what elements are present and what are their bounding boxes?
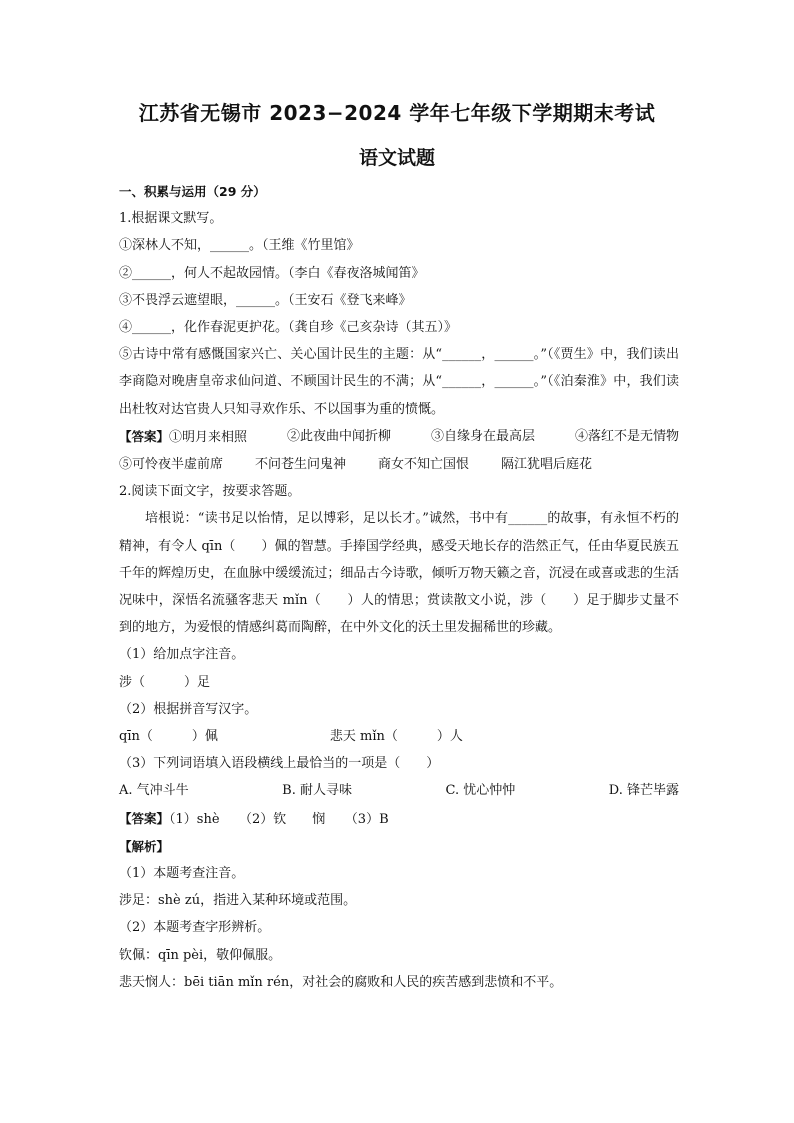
sub-question-item: 涉（ ）足 xyxy=(119,674,211,690)
sub-question-items xyxy=(119,723,679,750)
answer-row xyxy=(119,451,679,478)
answer-item: ①明月来相照 xyxy=(169,429,248,445)
answer-item: ⑤可怜夜半虚前席 xyxy=(119,457,224,473)
question-2-stem: 2.阅读下面文字，按要求答题。 xyxy=(119,484,301,500)
answer-item: ③自缘身在最高层 xyxy=(430,428,535,444)
answer-item: ②此夜曲中闻折柳 xyxy=(287,428,392,444)
question-1-stem: 1.根据课文默写。 xyxy=(119,211,223,227)
option-d: D. 锋芒毕露 xyxy=(608,783,679,799)
sub-question-item: 悲天 mǐn（ ）人 xyxy=(329,729,463,745)
answer-item: ④落红不是无情物 xyxy=(574,428,679,444)
analysis-line: 悲天悯人：bēi tiān mǐn rén，对社会的腐败和人民的疾苦感到悲愤和不平。 xyxy=(119,974,563,990)
answer-text: （1）shè （2）钦 悯 （3）B xyxy=(169,811,389,827)
exam-title: 江苏省无锡市 2023−2024 学年七年级下学期期末考试 xyxy=(138,101,656,125)
sub-question: （3）下列词语填入语段横线上最恰当的一项是（ ） xyxy=(119,756,440,772)
analysis-line: （2）本题考查字形辨析。 xyxy=(119,920,271,936)
answer-label: 【答案】 xyxy=(119,428,170,444)
question-1-item: ②______，何人不起故园情。（李白《春夜洛城闻笛》 xyxy=(119,265,425,281)
reading-passage: 培根说：“读书足以怡情，足以博彩，足以长才。”诚然，书中有______的故事，有永恒不朽的精神，有令人 qīn（ ）佩的智慧。手捧国学经典，感受天地长存的浩然正气，任由华夏民族五千年的辉煌历史，在血脉中缓缓流过；细品古今诗歌，倾听万物天籁之音，沉浸在或喜或悲的生活况味中，深悟名流骚客悲天 mǐn（ ）人的情思；赏读散文小说，涉（ ）足于脚步丈量不到的地方，为爱恨的情感纠葛而陶醉，在中外文化的沃土里发掘稀世的珍藏。 xyxy=(119,511,679,636)
question-1-item: ①深林人不知，______。（王维《竹里馆》 xyxy=(119,238,360,254)
answer-label: 【答案】 xyxy=(119,810,170,826)
answer-row xyxy=(119,423,679,451)
section-heading: 一、积累与运用（29 分） xyxy=(119,184,266,199)
question-1-item: ⑤古诗中常有感慨国家兴亡、关心国计民生的主题：从“______，______。”（《贾生》中，我们读出李商隐对晚唐皇帝求仙问道、不顾国计民生的不满；从“______，______。”（《泊秦淮》中，我们读出杜牧对达官贵人只知寻欢作乐、不以国事为重的愤慨。 xyxy=(119,347,679,417)
answer-item: 不问苍生问鬼神 xyxy=(255,457,347,473)
analysis-line: 涉足：shè zú，指进入某种环境或范围。 xyxy=(119,893,357,909)
sub-question-item: qīn（ ）佩 xyxy=(119,729,218,745)
question-1-item: ④______，化作春泥更护花。（龚自珍《己亥杂诗（其五）》 xyxy=(119,320,458,336)
question-1-item: ③不畏浮云遮望眼，______。（王安石《登飞来峰》 xyxy=(119,292,412,308)
option-a: A. 气冲斗牛 xyxy=(119,783,189,799)
option-b: B. 耐人寻味 xyxy=(282,783,352,799)
analysis-line: 钦佩：qīn pèi，敬仰佩服。 xyxy=(119,947,282,963)
exam-body xyxy=(119,178,679,996)
option-c: C. 忧心忡忡 xyxy=(445,783,516,799)
analysis-line: （1）本题考查注音。 xyxy=(119,866,245,882)
sub-question: （2）根据拼音写汉字。 xyxy=(119,701,258,717)
sub-question: （1）给加点字注音。 xyxy=(119,647,245,663)
analysis-label: 【解析】 xyxy=(119,838,170,854)
answer-item: 商女不知亡国恨 xyxy=(378,457,470,473)
options-row xyxy=(119,777,679,804)
answer-item: 隔江犹唱后庭花 xyxy=(501,457,593,473)
answer-line xyxy=(119,805,679,833)
exam-subtitle: 语文试题 xyxy=(358,147,435,169)
